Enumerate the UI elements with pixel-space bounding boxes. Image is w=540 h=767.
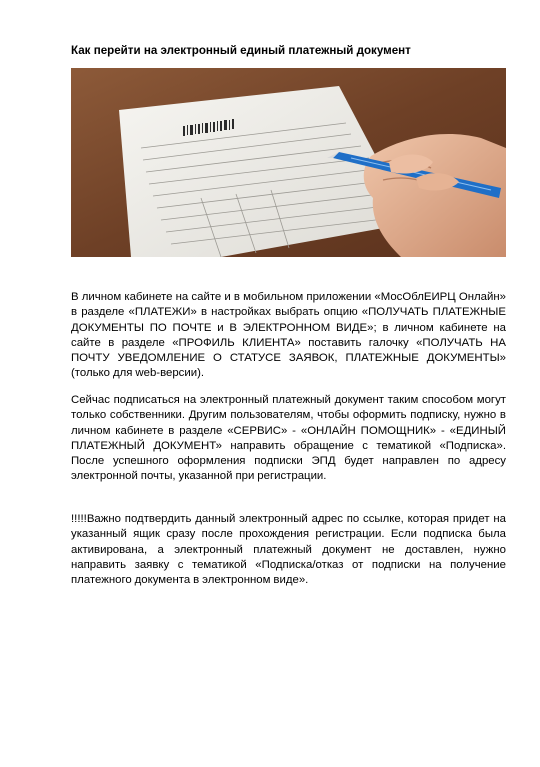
photo-hand-filling-form <box>71 68 506 257</box>
paragraph-instructions: В личном кабинете на сайте и в мобильном приложении «МосОблЕИРЦ Онлайн» в разделе «ПЛАТЕЖИ» в настройках выбрать опцию «ПОЛУЧАТЬ ПЛАТЕЖНЫЕ ДОКУМЕНТЫ ПО ПОЧТЕ и В ЭЛЕКТРОННОМ ВИДЕ»; в личном кабинете на сайте в разделе «ПРОФИЛЬ КЛИЕНТА» поставить галочку «ПОЛУЧАТЬ НА ПОЧТУ УВЕДОМЛЕНИЕ О СТАТУСЕ ЗАЯВОК, ПЛАТЕЖНЫЕ ДОКУМЕНТЫ» (только для web-версии). <box>71 291 506 380</box>
document-title: Как перейти на электронный единый платежный документ <box>71 44 411 57</box>
paragraph-important-note: !!!!!Важно подтвердить данный электронный адрес по ссылке, которая придет на указанный ящик сразу после прохождения регистрации. Если подписка была активирована, а электронный платежный документ не доставлен, нужно направить заявку с тематикой «Подписка/отказ от подписки на получение платежного документа в электронном виде». <box>71 513 506 587</box>
paragraph-subscription-rules: Сейчас подписаться на электронный платежный документ таким способом могут только собственники. Другим пользователям, чтобы оформить подписку, нужно в личном кабинете в разделе «СЕРВИС» - «ОНЛАЙН ПОМОЩНИК» - «ЕДИНЫЙ ПЛАТЕЖНЫЙ ДОКУМЕНТ» направить обращение с тематикой «Подписка». После успешного оформления подписки ЭПД будет направлен по адресу электронной почты, указанной при регистрации. <box>71 394 506 483</box>
